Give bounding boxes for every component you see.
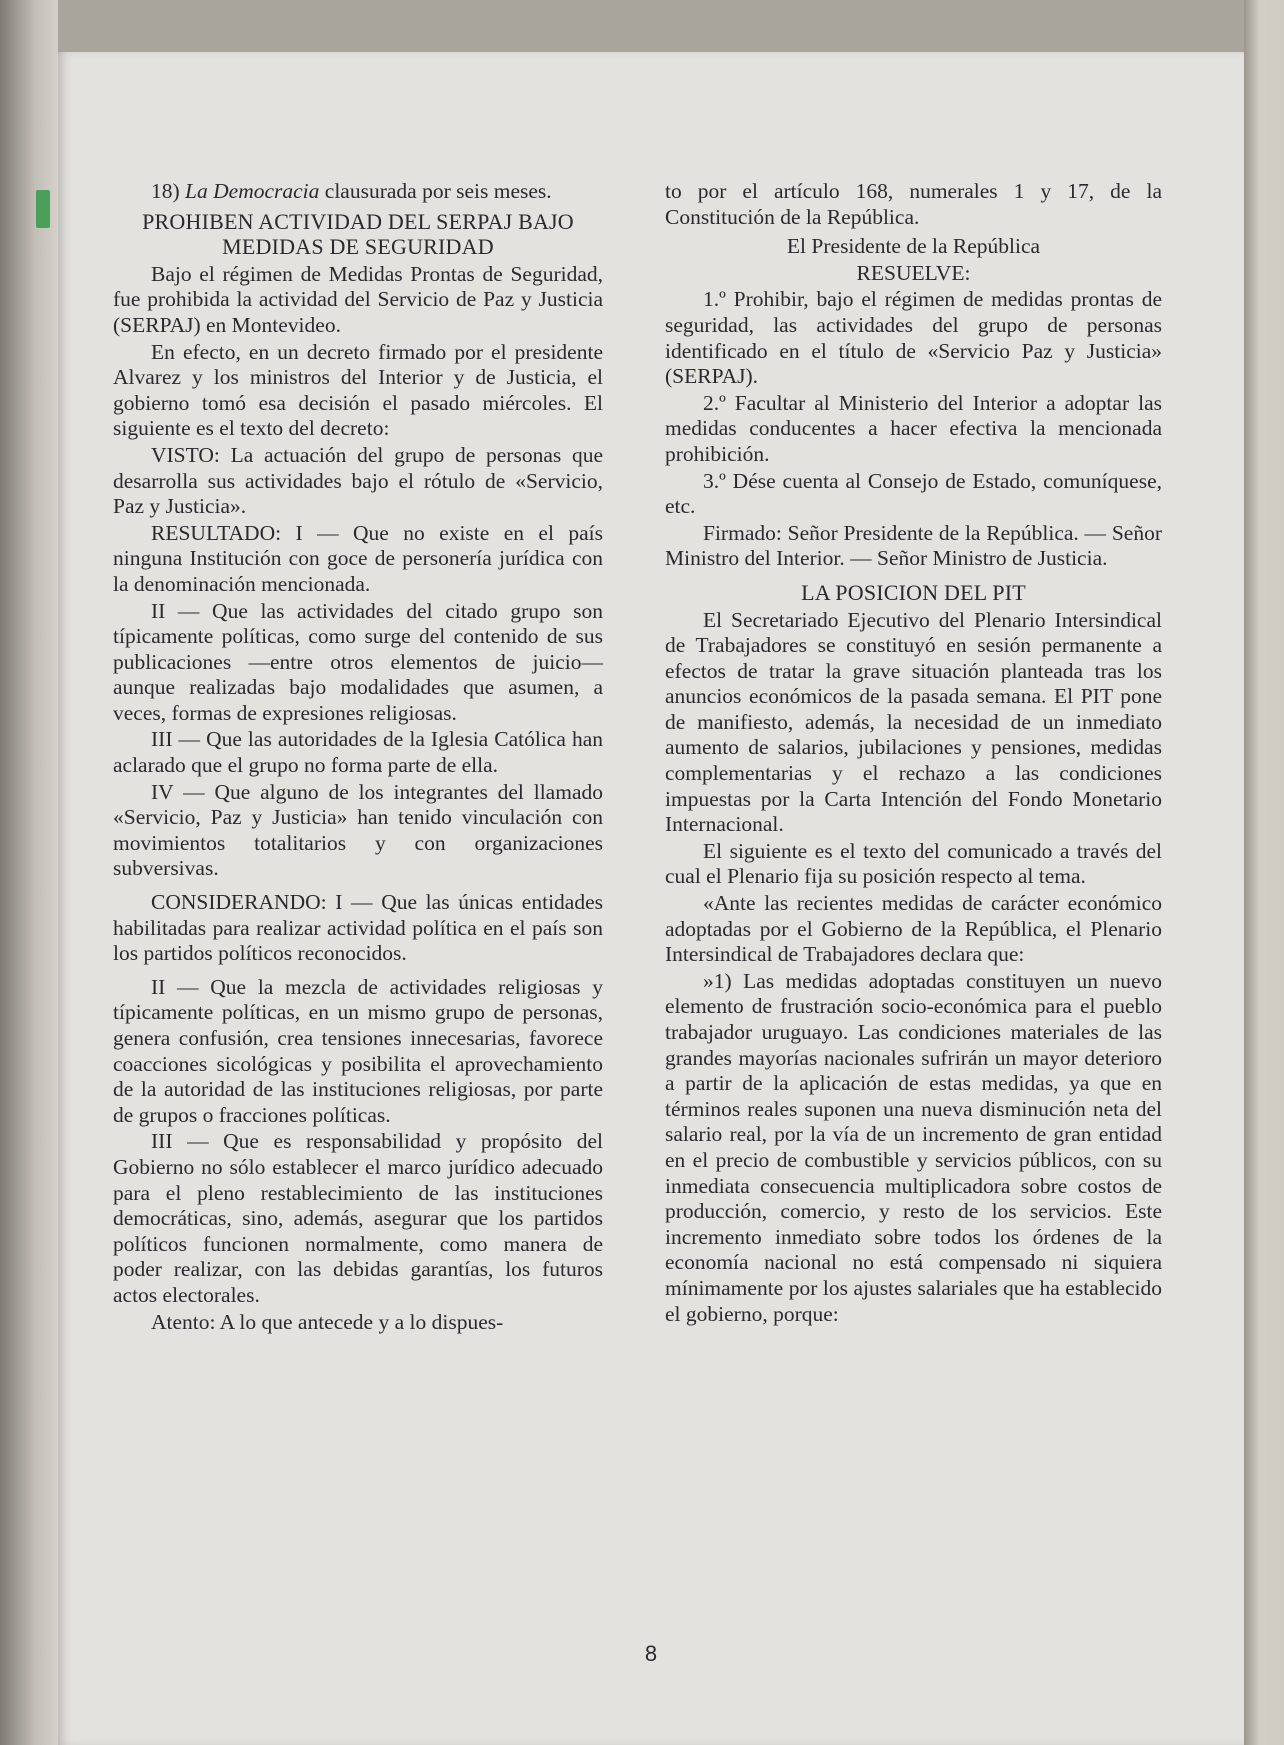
right-paragraph: El Secretariado Ejecutivo del Plenario Intersindical de Trabajadores se constituyó en sesión permanente a efectos de tratar la grave situación planteada tras los anuncios económicos de la pasada semana. El PIT pone de manifiesto, además, la necesidad de un inmediato aumento de salarios, jubilaciones y pensiones, medidas complementarias y el rechazo a las condiciones impuestas por la Carta Intención del Fondo Monetario Internacional. bbox=[665, 607, 1162, 837]
scan-background-top bbox=[0, 0, 1284, 52]
right-paragraph: 3.º Dése cuenta al Consejo de Estado, comuníquese, etc. bbox=[665, 468, 1162, 519]
resuelve-line: RESUELVE: bbox=[856, 260, 971, 285]
right-paragraph: «Ante las recientes medidas de carácter económico adoptadas por el Gobierno de la República, el Plenario Intersindical de Trabajadores declara que: bbox=[665, 891, 1162, 967]
left-paragraph: II — Que la mezcla de actividades religiosas y típicamente políticas, en un mismo grupo de personas, genera confusión, crea tensiones innecesarias, favorece coacciones sicológicas y posibilita el aprovechamiento de la autoridad de las instituciones religiosas, por parte de grupos o fracciones políticas. bbox=[113, 974, 603, 1127]
left-paragraph: III — Que es responsabilidad y propósito del Gobierno no sólo establecer el marco jurídico adecuado para el pleno restablecimiento de las instituciones democráticas, sino, además, asegurar que los partidos políticos funcionen normalmente, como manera de poder realizar, con las debidas garantías, los futuros actos electorales. bbox=[113, 1129, 603, 1307]
left-paragraph: RESULTADO: I — Que no existe en el país ninguna Institución con goce de personería jurídica con la denominación mencionada. bbox=[113, 520, 603, 596]
left-paragraph: CONSIDERANDO: I — Que las únicas entidades habilitadas para realizar actividad política en el país son los partidos políticos reconocidos. bbox=[113, 890, 603, 966]
heading-serpaj: PROHIBEN ACTIVIDAD DEL SERPAJ BAJO MEDIDAS DE SEGURIDAD bbox=[142, 208, 574, 260]
left-paragraph: Atento: A lo que antecede y a lo dispues- bbox=[151, 1309, 504, 1334]
right-paragraph: 1.º Prohibir, bajo el régimen de medidas prontas de seguridad, las actividades del grupo de personas identificado en el título de «Servicio Paz y Justicia» (SERPAJ). bbox=[665, 287, 1162, 389]
left-paragraph: VISTO: La actuación del grupo de personas que desarrolla sus actividades bajo el rótulo de «Servicio, Paz y Justicia». bbox=[113, 442, 603, 519]
document-page bbox=[58, 52, 1244, 1745]
green-tab-marker bbox=[36, 190, 50, 228]
right-paragraph: Firmado: Señor Presidente de la República. — Señor Ministro del Interior. — Señor Ministro de Justicia. bbox=[665, 520, 1162, 571]
scan-background-left bbox=[0, 0, 58, 1745]
right-paragraph: »1) Las medidas adoptadas constituyen un nuevo elemento de frustración socio-económica para el pueblo trabajador uruguayo. Las condiciones materiales de las grandes mayorías nacionales sufrirán un mayor deterioro a partir de la aplicación de estas medidas, ya que en términos reales suponen una nueva disminución neta del salario real, por la vía de un incremento de gran entidad en el precio de combustible y servicios públicos, con su inmediata consecuencia multiplicadora sobre costos de producción, comercio, y resto de los servicios. Este incremento inmediato sobre todos los órdenes de la economía nacional no está compensado ni siquiera mínimamente por los ajustes salariales que ha establecido el gobierno, porque: bbox=[665, 968, 1162, 1326]
left-paragraph: En efecto, en un decreto firmado por el presidente Alvarez y los ministros del Interior y de Justicia, el gobierno tomó esa decisión el pasado miércoles. El siguiente es el texto del decreto: bbox=[113, 339, 603, 441]
right-paragraph: 2.º Facultar al Ministerio del Interior a adoptar las medidas conducentes a hacer efectiva la mencionada prohibición. bbox=[665, 390, 1162, 466]
president-line: El Presidente de la República bbox=[786, 234, 1041, 259]
right-paragraph: to por el artículo 168, numerales 1 y 17, de la Constitución de la República. bbox=[665, 179, 1162, 229]
left-paragraph: III — Que las autoridades de la Iglesia Católica han aclarado que el grupo no forma parte de ella. bbox=[113, 727, 603, 778]
right-paragraph: El siguiente es el texto del comunicado a través del cual el Plenario fija su posición respecto al tema. bbox=[665, 838, 1162, 889]
left-column bbox=[113, 179, 603, 1336]
heading-pit: LA POSICION DEL PIT bbox=[801, 579, 1026, 605]
scan-background-right bbox=[1244, 0, 1284, 1745]
item-18-prefix: 18) bbox=[151, 179, 186, 203]
left-paragraph: II — Que las actividades del citado grupo son típicamente políticas, como surge del contenido de sus publicaciones —entre otros elementos de juicio— aunque realizadas bajo modalidades que asumen, a veces, formas de expresiones religiosas. bbox=[113, 598, 603, 725]
item-18-title: La Democracia bbox=[185, 179, 320, 203]
item-18 bbox=[113, 179, 603, 205]
left-paragraph: Bajo el régimen de Medidas Prontas de Seguridad, fue prohibida la actividad del Servicio de Paz y Justicia (SERPAJ) en Montevideo. bbox=[113, 261, 603, 337]
left-paragraph: IV — Que alguno de los integrantes del llamado «Servicio, Paz y Justicia» han tenido vinculación con movimientos totalitarios y con organizaciones subversivas. bbox=[113, 779, 603, 881]
item-18-rest: clausurada por seis meses. bbox=[319, 179, 552, 203]
right-column bbox=[665, 179, 1162, 1328]
page-number: 8 bbox=[644, 1641, 658, 1666]
